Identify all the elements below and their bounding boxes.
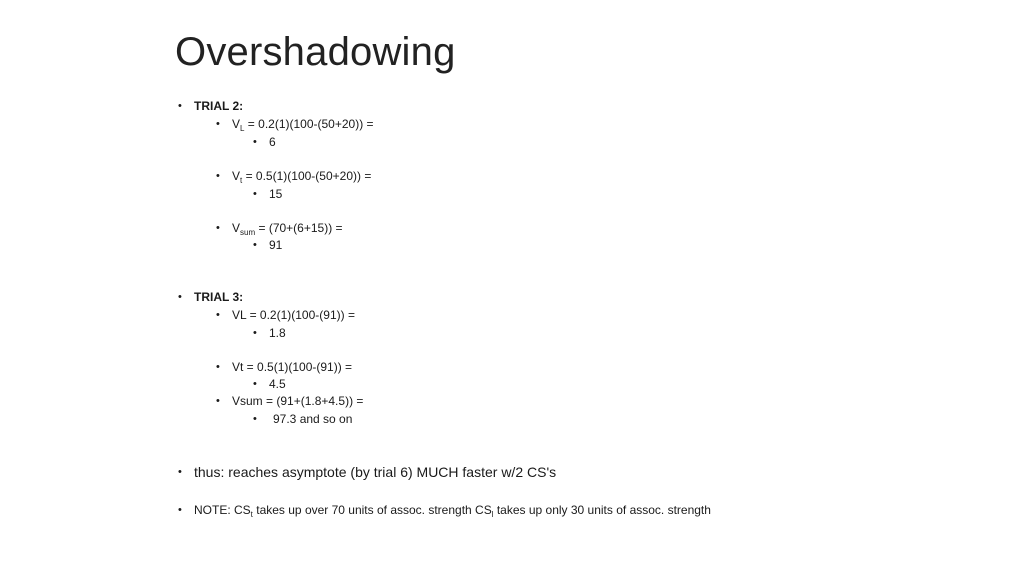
trial2-vl-pre: V xyxy=(232,117,241,131)
trial3-vsum-formula: Vsum = (91+(1.8+4.5)) = xyxy=(232,394,364,408)
trial2-vsum-sub: sum xyxy=(240,228,256,237)
trial3-vt-result-item xyxy=(253,376,286,392)
trial2-vl-formula: = 0.2(1)(100-(50+20)) = xyxy=(244,117,374,131)
trial3-vt-item xyxy=(216,359,353,375)
bullet-icon: • xyxy=(253,136,257,148)
trial3-vl-item xyxy=(216,307,355,323)
trial2-vsum-item xyxy=(216,220,343,237)
bullet-icon: • xyxy=(178,291,182,303)
trial2-vsum-result-item xyxy=(253,237,283,253)
trial3-vsum-item xyxy=(216,393,364,409)
trial2-vsum-pre: V xyxy=(232,221,241,235)
trial3-heading-item xyxy=(178,289,244,305)
bullet-icon: • xyxy=(216,361,220,373)
trial2-vl-item xyxy=(216,116,374,133)
trial2-heading: TRIAL 2: xyxy=(194,99,244,113)
thus-text: thus: reaches asymptote (by trial 6) MUCH faster w/2 CS's xyxy=(194,464,557,480)
trial3-vl-result-item xyxy=(253,325,286,341)
note-part1: NOTE: CS xyxy=(194,503,251,517)
bullet-icon: • xyxy=(178,504,182,516)
bullet-icon: • xyxy=(216,118,220,130)
trial3-vt-formula: Vt = 0.5(1)(100-(91)) = xyxy=(232,360,353,374)
trial2-vt-sub: t xyxy=(240,176,243,185)
bullet-icon: • xyxy=(178,466,182,478)
bullet-icon: • xyxy=(253,378,257,390)
note-sub2: l xyxy=(491,510,494,519)
trial2-vsum-result: 91 xyxy=(269,238,283,252)
slide-title: Overshadowing xyxy=(175,30,456,74)
bullet-icon: • xyxy=(216,170,220,182)
bullet-icon: • xyxy=(216,222,220,234)
bullet-icon: • xyxy=(178,100,182,112)
trial3-vl-formula: VL = 0.2(1)(100-(91)) = xyxy=(232,308,355,322)
thus-item xyxy=(178,463,557,481)
trial2-vsum-formula: = (70+(6+15)) = xyxy=(255,221,343,235)
bullet-icon: • xyxy=(253,327,257,339)
bullet-icon: • xyxy=(253,188,257,200)
trial2-vt-pre: V xyxy=(232,169,241,183)
trial2-vt-result-item xyxy=(253,186,283,202)
trial3-heading: TRIAL 3: xyxy=(194,290,244,304)
trial3-vl-result: 1.8 xyxy=(269,326,286,340)
bullet-icon: • xyxy=(216,395,220,407)
note-part2: takes up over 70 units of assoc. strength CS xyxy=(252,503,492,517)
note-part3: takes up only 30 units of assoc. strength xyxy=(493,503,711,517)
trial2-vt-result: 15 xyxy=(269,187,283,201)
trial2-vt-formula: = 0.5(1)(100-(50+20)) = xyxy=(242,169,372,183)
trial2-heading-item xyxy=(178,98,244,114)
trial3-vsum-result-item xyxy=(253,411,353,427)
note-sub1: t xyxy=(250,510,253,519)
trial2-vt-item xyxy=(216,168,372,185)
bullet-icon: • xyxy=(216,309,220,321)
bullet-icon: • xyxy=(253,413,257,425)
trial3-vsum-result: 97.3 and so on xyxy=(273,412,353,426)
trial2-vl-result: 6 xyxy=(269,135,276,149)
bullet-icon: • xyxy=(253,239,257,251)
trial2-vl-sub: L xyxy=(240,124,245,133)
trial2-vl-result-item xyxy=(253,134,276,150)
trial3-vt-result: 4.5 xyxy=(269,377,286,391)
note-item xyxy=(178,502,711,519)
